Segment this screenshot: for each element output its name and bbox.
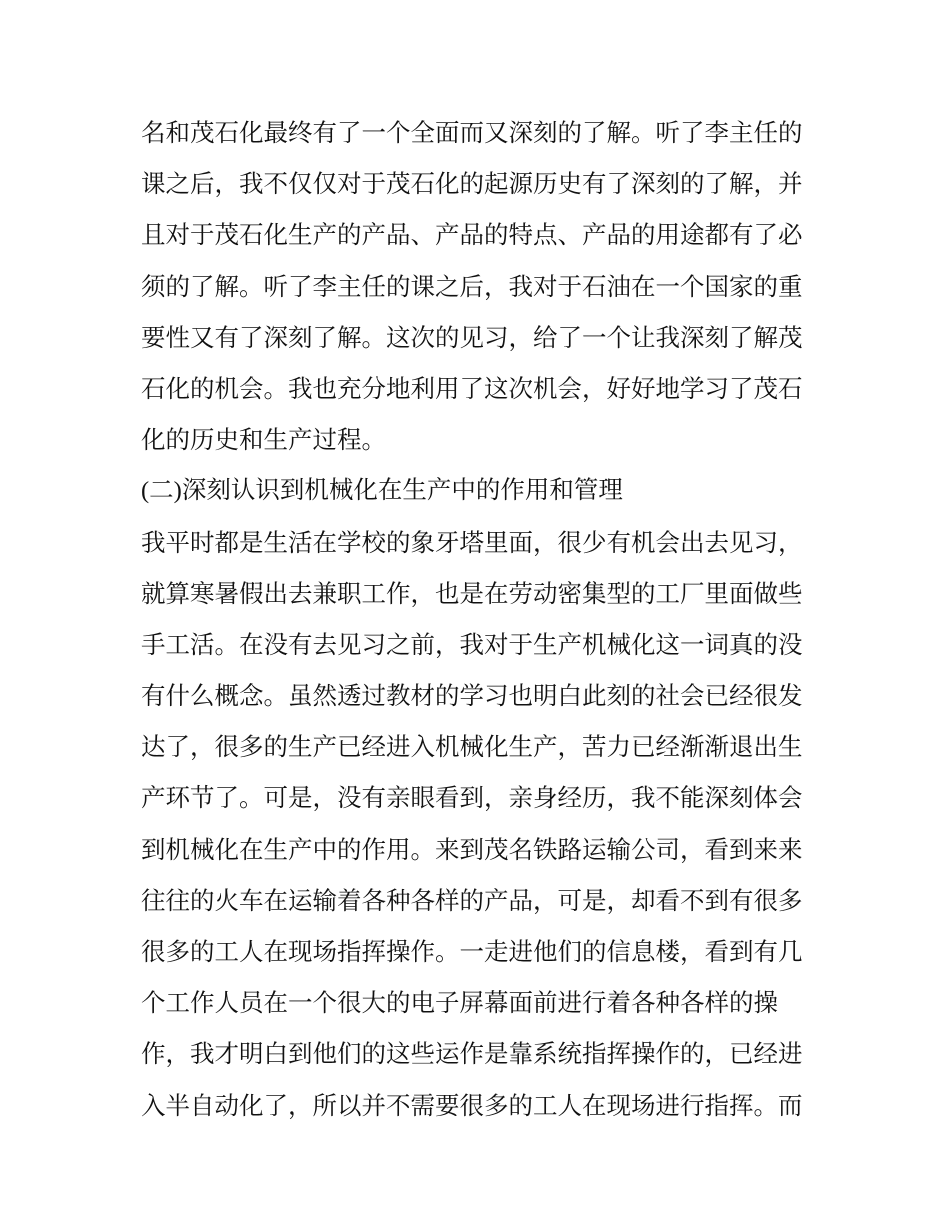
text-line: 就算寒暑假出去兼职工作，也是在劳动密集型的工厂里面做些 [141, 578, 803, 608]
section-heading: (二)深刻认识到机械化在生产中的作用和管理 [141, 477, 623, 505]
body-text [141, 107, 821, 1131]
text-line: 往往的火车在运输着各种各样的产品，可是，却看不到有很多 [141, 885, 803, 915]
text-line: 作，我才明白到他们的这些运作是靠系统指挥操作的，已经进 [141, 1039, 803, 1069]
text-line: 达了，很多的生产已经进入机械化生产，苦力已经渐渐退出生 [141, 732, 803, 762]
text-line: 有什么概念。虽然透过教材的学习也明白此刻的社会已经很发 [141, 681, 803, 711]
text-line: 入半自动化了，所以并不需要很多的工人在现场进行指挥。而 [141, 1090, 803, 1120]
text-line: 产环节了。可是，没有亲眼看到，亲身经历，我不能深刻体会 [141, 783, 803, 813]
text-line: 名和茂石化最终有了一个全面而又深刻的了解。听了李主任的 [141, 118, 803, 147]
text-line: 个工作人员在一个很大的电子屏幕面前进行着各种各样的操 [141, 988, 778, 1018]
text-line: 须的了解。听了李主任的课之后，我对于石油在一个国家的重 [141, 271, 803, 301]
text-line: 课之后，我不仅仅对于茂石化的起源历史有了深刻的了解，并 [141, 169, 803, 199]
text-line: 我平时都是生活在学校的象牙塔里面，很少有机会出去见习， [141, 527, 803, 557]
text-line: 化的历史和生产过程。 [141, 425, 386, 455]
text-line: 很多的工人在现场指挥操作。一走进他们的信息楼，看到有几 [141, 937, 803, 966]
text-line: 到机械化在生产中的作用。来到茂名铁路运输公司，看到来来 [141, 834, 803, 864]
text-line: 要性又有了深刻了解。这次的见习，给了一个让我深刻了解茂 [141, 322, 803, 352]
text-line: 且对于茂石化生产的产品、产品的特点、产品的用途都有了必 [141, 220, 803, 250]
text-line: 手工活。在没有去见习之前，我对于生产机械化这一词真的没 [141, 629, 803, 659]
text-line: 石化的机会。我也充分地利用了这次机会，好好地学习了茂石 [141, 373, 803, 403]
